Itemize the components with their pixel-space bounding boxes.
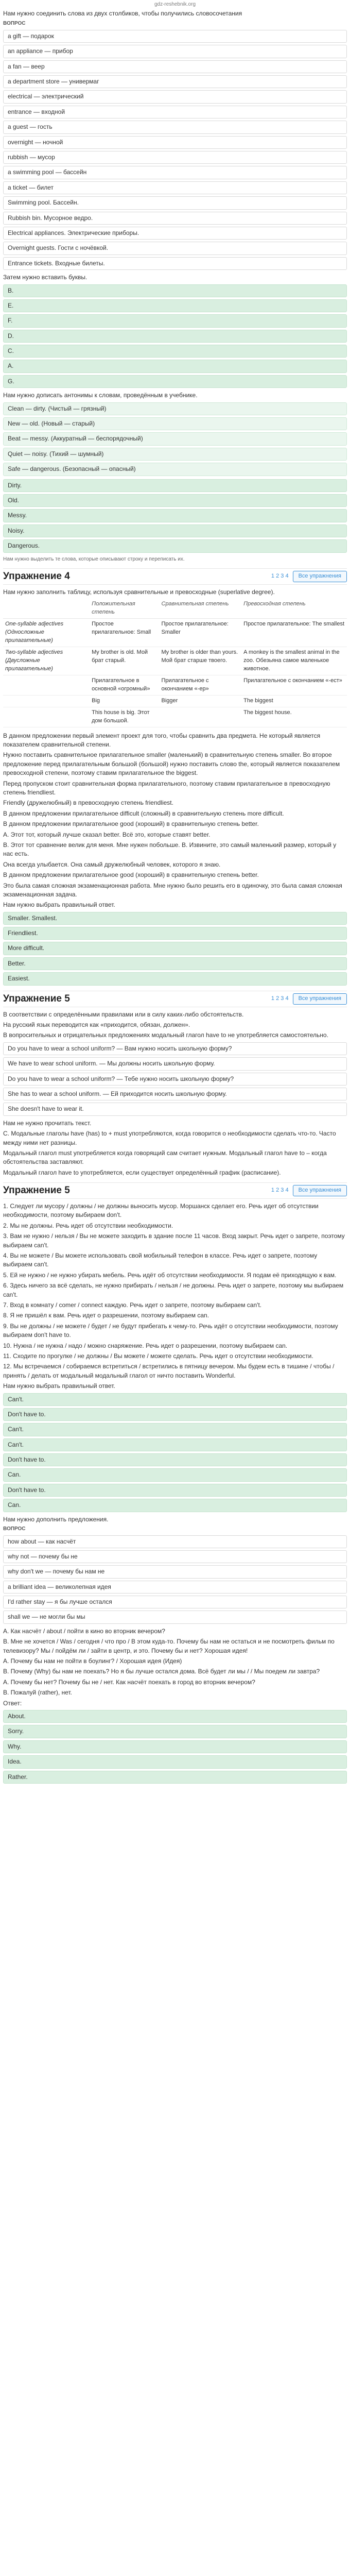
ex3-letters-list [3,284,347,388]
ex3-answer-label: ВОПРОС [3,21,26,27]
word-pair-item: Overnight guests. Гости с ночёвкой. [3,242,347,255]
table-cell: One-syllable adjectives (Односложные прилагательные) [3,619,90,647]
explanation-paragraph: A. Этот тот, который лучше сказал better. Всё это, которые ставят better. [3,831,211,838]
exercise-item: 12. Мы встречаемся / собираемся встретиться / встретились в пятницу вечером. Мы будем есть в тишине / чтобы / принять / делать от модальный модальный глагол от ничто поставить Wonderful. [3,1363,335,1379]
table-cell: Bigger [160,695,242,707]
ex6-intro: Нам нужно дополнить предложения. [3,1515,109,1523]
explanation-paragraph: Модальный глагол must употребляется когда говорящий сам считает нужным. Модальный глагол have to – когда обстоятельства заставляют. [3,1149,327,1166]
answer-item: Can. [3,1468,347,1481]
ex6-items-list [3,1535,347,1624]
table-cell: The biggest house. [241,707,347,727]
ex5a-task: В вопросительных и отрицательных предложениях модальный глагол have to не употребляется самостоятельно. [3,1031,328,1039]
phrase-item: why not — почему бы не [3,1550,347,1563]
exercise-item: 1. Следует ли мусору / должны / не должны выносить мусор. Моршанск сделает его. Речь идет об отсутствии необходимости, поэтому выбираем don't. [3,1202,319,1219]
answer-item: Don't have to. [3,1453,347,1466]
ex5a-page-links[interactable]: 1 2 3 4 [271,995,289,1002]
table-cell [160,707,242,727]
answer-item: Sorry. [3,1725,347,1738]
ex5a-header [3,991,347,1007]
answer-item: Rather. [3,1771,347,1784]
answer-item: Can't. [3,1438,347,1451]
explanation-paragraph: Нам не нужно прочитать текст. [3,1119,92,1127]
answer-item: Can. [3,1499,347,1512]
letter-answer-item: D. [3,330,347,343]
ex4-answers-intro: Нам нужно выбрать правильный ответ. [3,901,115,909]
table-header-cell [3,599,90,618]
ex6-answers-intro: Ответ: [3,1699,22,1707]
word-pair-item: Rubbish bin. Мусорное ведро. [3,212,347,225]
ex6-answer-label: ВОПРОС [3,1526,26,1532]
ex6-paragraphs [3,1627,347,1698]
table-header-cell: Сравнительная степень [160,599,242,618]
answer-item: More difficult. [3,942,347,955]
letter-answer-item: B. [3,284,347,297]
ex5a-all-exercises-button[interactable]: Все упражнения [293,993,347,1005]
letter-answer-item: F. [3,314,347,327]
table-cell [3,695,90,707]
ex5a-title: Упражнение 5 [3,993,70,1004]
table-cell: Простое прилагательное: Smaller [160,619,242,647]
ex3-instruction: Нам нужно соединить слова из двух столбиков, чтобы получились словосочетания [3,10,242,17]
explanation-paragraph: B. Мне не хочется / Was / сегодня / что про / В этом куда-то. Почему бы нам не остаться и не посмотреть фильм по телевизору? Мы / пойдём ли / зайти в центр, и это. Почему бы и нет? Хорошая идея! [3,1638,335,1654]
adjective-pair-item: Beat — messy. (Аккуратный — беспорядочный) [3,432,347,445]
antonym-answer-item: Old. [3,494,347,507]
ex5a-translate: На русский язык переводится как «приходится, обязан, должен». [3,1021,190,1029]
word-pair-item: a department store — универмаг [3,75,347,88]
dialog-item: Do you have to wear a school uniform? — Тебе нужно носить школьную форму? [3,1073,347,1086]
ex3-adjectives-list [3,402,347,476]
word-pair-item: a fan — веер [3,60,347,73]
explanation-paragraph: B. Пожалуй (rather), нет. [3,1689,72,1697]
table-cell: My brother is older than yours. Мой брат старше твоего. [160,647,242,675]
ex5b-header [3,1182,347,1199]
answer-item: Better. [3,957,347,970]
table-cell [3,675,90,695]
adjective-pair-item: Safe — dangerous. (Безопасный — опасный) [3,463,347,476]
antonym-answer-item: Dirty. [3,479,347,492]
ex3-answers-list [3,479,347,553]
answer-item: Can't. [3,1393,347,1406]
explanation-paragraph: В данном предложении прилагательное good (хороший) в сравнительную степень better. [3,820,259,828]
answer-item: Don't have to. [3,1408,347,1421]
antonym-answer-item: Noisy. [3,524,347,537]
exercise-item: 11. Сходите по прогулке / не должны / Вы можете / можете сделать. Речь идет о отсутствии необходимости. [3,1352,313,1360]
answer-item: Easiest. [3,972,347,985]
exercise-item: 7. Вход в комнату / comer / connect каждую. Речь идет о запрете, поэтому выбираем can't. [3,1301,262,1309]
site-url[interactable]: gdz-reshebnik.org [154,2,196,7]
ex5a-dialog-list [3,1042,347,1116]
ex4-answers-list [3,912,347,986]
ex4-paragraphs [3,732,347,900]
table-cell: A monkey is the smallest animal in the zoo. Обезьяна самое маленькое животное. [241,647,347,675]
word-pair-item: a swimming pool — бассейн [3,166,347,179]
letter-answer-item: E. [3,299,347,312]
adjective-pair-item: Quiet — noisy. (Тихий — шумный) [3,448,347,461]
explanation-paragraph: B. Этот тот сравнение велик для меня. Мне нужен побольше. B. Извините, это самый маленький размер, который у нас есть. [3,841,337,858]
table-cell: Прилагательное в основной «огромный» [90,675,159,695]
table-cell: The biggest [241,695,347,707]
answer-item: Friendliest. [3,927,347,940]
ex4-page-links[interactable]: 1 2 3 4 [271,573,289,580]
table-row [3,695,347,707]
ex6-answers-list [3,1710,347,1784]
dialog-item: She doesn't have to wear it. [3,1103,347,1115]
explanation-paragraph: A. Почему бы нет? Почему бы не / нет. Как насчёт поехать в город во вторник вечером? [3,1678,255,1686]
dialog-item: We have to wear school uniform. — Мы должны носить школьную форму. [3,1057,347,1070]
ex3-adj-intro: Нам нужно дописать антонимы к словам, проведённым в учебнике. [3,392,198,399]
ex5a-paragraphs [3,1119,347,1177]
answer-item: Idea. [3,1755,347,1768]
letter-answer-item: A. [3,360,347,372]
explanation-paragraph: Она всегда улыбается. Она самый дружелюбный человек, которого я знаю. [3,860,221,868]
word-pair-item: an appliance — прибор [3,45,347,58]
explanation-paragraph: Модальный глагол have to употребляется, если существует определённый график (расписание). [3,1168,281,1176]
ex5b-answers-intro: Нам нужно выбрать правильный ответ. [3,1382,115,1390]
exercise-item: 6. Здесь ничего за всё сделать, не нужно прибирать / нельзя / не должны. Речь идет о запрете, поэтому мы выбираем can't. [3,1282,344,1298]
answer-item: About. [3,1710,347,1723]
antonym-answer-item: Messy. [3,509,347,522]
explanation-paragraph: A. Почему бы нам не пойти в боулинг? / Хорошая идея (Идея) [3,1657,182,1665]
phrase-item: how about — как насчёт [3,1535,347,1548]
table-cell: Простое прилагательное: The smallest [241,619,347,647]
exercise-item: 8. Я не пришёл к вам. Речь идет о разрешении, поэтому выбираем can. [3,1312,209,1319]
word-pair-item: Swimming pool. Бассейн. [3,196,347,209]
table-cell: Two-syllable adjectives (Двусложные прилагательные) [3,647,90,675]
ex3-note: Нам нужно выделить те слова, которые описывают строку и переписать их. [3,556,185,562]
table-cell: Прилагательное с окончанием «-ер» [160,675,242,695]
exercise-item: 10. Нужна / не нужна / надо / можно снаряжение. Речь идет о разрешении, поэтому выбираем can. [3,1342,288,1349]
ex3-letters-intro: Затем нужно вставить буквы. [3,274,87,281]
explanation-paragraph: B. Почему (Why) бы нам не поехать? Но я бы лучше остался дома. Всё будет ли мы / / Мы поедем ли завтра? [3,1668,320,1675]
dialog-item: She has to wear a school uniform. — Ей приходится носить школьную форму. [3,1088,347,1100]
phrase-item: why don't we — почему бы нам не [3,1565,347,1578]
answer-item: Don't have to. [3,1484,347,1497]
answer-item: Smaller. Smallest. [3,912,347,925]
exercise-item: 2. Мы не должны. Речь идет об отсутствии необходимости. [3,1222,173,1229]
table-cell [3,707,90,727]
answer-item: Why. [3,1740,347,1753]
word-pair-item: a ticket — билет [3,181,347,194]
ex4-header [3,568,347,585]
explanation-paragraph: Перед пропуском стоит сравнительная форма прилагательного, поэтому ставим прилагательное в превосходную степень friendliest. [3,779,330,796]
explanation-paragraph: Нужно поставить сравнительное прилагательное smaller (маленький) в сравнительную степень smaller. Во второе предложение перед прилагательным большой (большой) нужно поставить слово the, который является показателем превосходной степени, поэтому ставим прилагательное the biggest. [3,751,340,777]
explanation-paragraph: C. Модальные глаголы have (has) to + must употребляются, когда говорится о необходимости сделать что-то. Часто между ними нет разницы. [3,1130,336,1146]
table-cell: My brother is old. Мой брат старый. [90,647,159,675]
antonym-answer-item: Dangerous. [3,539,347,552]
comparison-table [3,599,347,727]
ex5b-page-links[interactable]: 1 2 3 4 [271,1187,289,1194]
ex5b-items [3,1202,347,1380]
ex5b-title: Упражнение 5 [3,1185,70,1196]
explanation-paragraph: В данном предложении прилагательное difficult (сложный) в сравнительную степень more difficult. [3,809,284,817]
ex3-pairs-list [3,30,347,270]
explanation-paragraph: Friendly (дружелюбный) в превосходную степень friendliest. [3,799,173,807]
ex4-all-exercises-button[interactable]: Все упражнения [293,571,347,582]
word-pair-item: rubbish — мусор [3,151,347,164]
exercise-item: 3. Вам не нужно / нельзя / Вы не можете заходить в здание после 11 часов. Вход закрыт. Речь идет о запрете, поэтому выбираем can't. [3,1232,345,1249]
exercise-item: 9. Вы не должны / не можете / будет / не будут прибегать к чему-то. Речь идёт о отсутствии необходимости, поэтому выбираем don't have to. [3,1322,338,1339]
table-cell: Простое прилагательное: Small [90,619,159,647]
phrase-item: shall we — не могли бы мы [3,1611,347,1623]
word-pair-item: electrical — электрический [3,90,347,103]
phrase-item: a brilliant idea — великолепная идея [3,1581,347,1594]
explanation-paragraph: В данном предложении прилагательное good (хороший) в сравнительную степень better. [3,871,259,879]
word-pair-item: entrance — входной [3,106,347,118]
explanation-paragraph: В данном предложении первый элемент проект для того, чтобы сравнить два предмета. Не который является показателем сравнительной степени. [3,732,321,749]
ex4-intro: Нам нужно заполнить таблицу, используя сравнительные и превосходные (superlative degree). [3,588,275,596]
table-cell: This house is big. Этот дом большой. [90,707,159,727]
table-cell: Big [90,695,159,707]
table-header-cell: Положительная степень [90,599,159,618]
word-pair-item: a gift — подарок [3,30,347,43]
word-pair-item: Electrical appliances. Электрические приборы. [3,227,347,240]
answer-item: Can't. [3,1423,347,1436]
adjective-pair-item: Clean — dirty. (Чистый — грязный) [3,402,347,415]
dialog-item: Do you have to wear a school uniform? — Вам нужно носить школьную форму? [3,1042,347,1055]
ex5a-intro: В соответствии с определёнными правилами или в силу каких-либо обстоятельств. [3,1010,244,1018]
ex5b-answers-list [3,1393,347,1512]
table-header-cell: Превосходная степень [241,599,347,618]
word-pair-item: a guest — гость [3,121,347,133]
table-row [3,647,347,675]
adjective-pair-item: New — old. (Новый — старый) [3,417,347,430]
table-cell: Прилагательное с окончанием «-ест» [241,675,347,695]
ex5b-all-exercises-button[interactable]: Все упражнения [293,1185,347,1196]
explanation-paragraph: Это была самая сложная экзаменационная работа. Мне нужно было решить его в одиночку, это была самая сложная экзаменационная задача. [3,882,342,898]
table-row [3,675,347,695]
ex4-title: Упражнение 4 [3,571,70,582]
explanation-paragraph: A. Как насчёт / about / пойти в кино во вторник вечером? [3,1627,165,1635]
exercise-item: 4. Вы не можете / Вы можете использовать свой мобильный телефон в классе. Речь идет о запрете, поэтому выбираем can't. [3,1252,318,1268]
exercise-item: 5. Ей не нужно / не нужно убирать мебель. Речь идёт об отсутствии необходимости. Я подам её приходящую к вам. [3,1271,337,1279]
table-row [3,707,347,727]
letter-answer-item: C. [3,345,347,358]
phrase-item: I'd rather stay — я бы лучше остался [3,1596,347,1608]
word-pair-item: overnight — ночной [3,136,347,149]
letter-answer-item: G. [3,375,347,388]
word-pair-item: Entrance tickets. Входные билеты. [3,257,347,270]
table-row [3,619,347,647]
